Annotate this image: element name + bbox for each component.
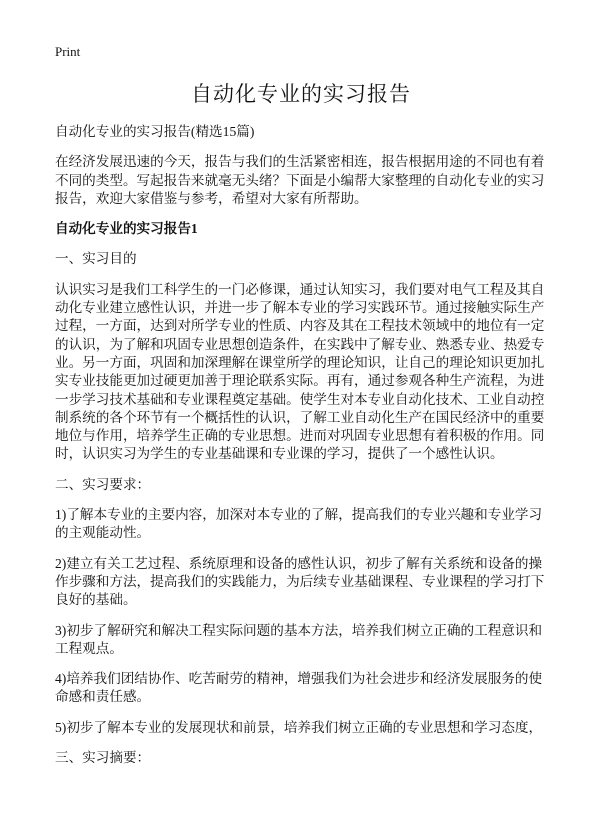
requirement-item: 2)建立有关工艺过程、系统原理和设备的感性认识，初步了解有关系统和设备的操作步骤和方法，提高我们的实践能力，为后续专业基础课程、专业课程的学习打下良好的基础。 xyxy=(55,555,545,608)
requirement-item: 5)初步了解本专业的发展现状和前景，培养我们树立正确的专业思想和学习态度， xyxy=(55,719,543,735)
requirement-item: 4)培养我们团结协作、吃苦耐劳的精神，增强我们为社会进步和经济发展服务的使命感和责任感。 xyxy=(55,671,543,705)
requirement-item: 3)初步了解研究和解决工程实际问题的基本方法，培养我们树立正确的工程意识和工程观点。 xyxy=(55,622,543,656)
part2-heading: 二、实习要求： xyxy=(55,476,151,492)
section-heading: 自动化专业的实习报告1 xyxy=(55,221,198,237)
page-title: 自动化专业的实习报告 xyxy=(191,82,411,106)
intro-paragraph: 在经济发展迅速的今天，报告与我们的生活紧密相连，报告根据用途的不同也有着不同的类型。写起报告来就毫无头绪？下面是小编帮大家整理的自动化专业的实习报告，欢迎大家借鉴与参考，希望对大家有所帮助。 xyxy=(55,154,545,206)
part3-heading: 三、实习摘要： xyxy=(55,750,151,766)
print-link[interactable]: Print xyxy=(55,44,81,59)
part1-heading: 一、实习目的 xyxy=(55,251,137,267)
subtitle: 自动化专业的实习报告(精选15篇) xyxy=(55,124,255,139)
requirement-item: 1)了解本专业的主要内容，加深对本专业的了解，提高我们的专业兴趣和专业学习的主观能动性。 xyxy=(55,507,543,541)
part1-body: 认识实习是我们工科学生的一门必修课，通过认知实习，我们要对电气工程及其自动化专业建立感性认识，并进一步了解本专业的学习实践环节。通过接触实际生产过程，一方面，达到对所学专业的性质、内容及其在工程技术领域中的地位有一定的认识，为了解和巩固专业思想创造条件，在实践中了解专业、熟悉专业、热爱专业。另一方面，巩固和加深理解在课堂所学的理论知识，让自己的理论知识更加扎实专业技能更加过硬更加善于理论联系实际。再有，通过参观各种生产流程，为进一步学习技术基础和专业课程奠定基础。使学生对本专业自动化技术、工业自动控制系统的各个环节有一个概括性的认识，了解工业自动化生产在国民经济中的重要地位与作用，培养学生正确的专业思想。进而对巩固专业思想有着积极的作用。同时，认识实习为学生的专业基础课和专业课的学习，提供了一个感性认识。 xyxy=(55,281,545,462)
document-page xyxy=(55,44,547,779)
